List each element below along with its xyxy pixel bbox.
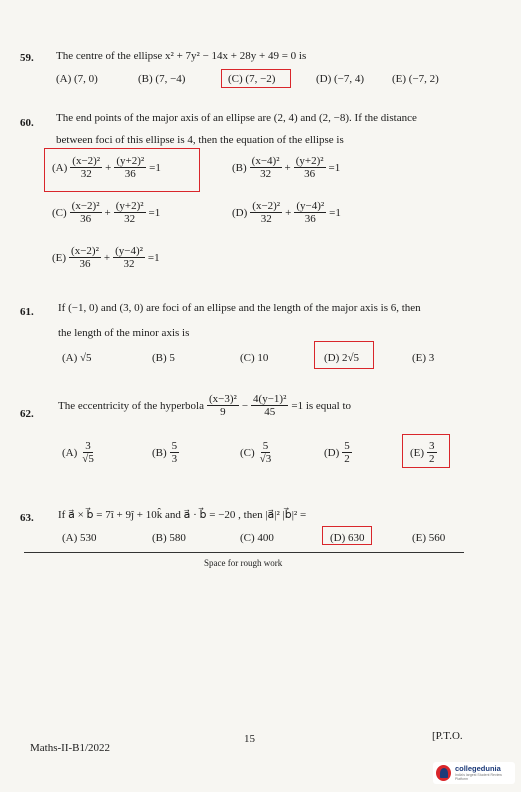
q63-option-e: (E) 560 bbox=[412, 532, 446, 544]
q63-answer-highlight bbox=[322, 526, 372, 545]
q63-option-a: (A) 530 bbox=[62, 532, 97, 544]
q59-option-b: (B) (7, −4) bbox=[138, 73, 186, 85]
term2-fraction: $\frac{\text{(y−4)²}}{36}$ bbox=[296, 200, 325, 226]
term2-fraction: $\frac{\text{(y+2)²}}{36}$ bbox=[295, 155, 324, 181]
question-number-62: 62. bbox=[20, 408, 34, 420]
pto-label: [P.T.O. bbox=[432, 730, 463, 742]
hyperbola-term2: $\frac{\text{4(y−1)²}}{45}$ bbox=[253, 393, 287, 419]
question-number-59: 59. bbox=[20, 52, 34, 64]
paper-code: Maths-II-B1/2022 bbox=[30, 742, 111, 754]
q62-option-b: (B) $\frac{5}{3}$ bbox=[152, 440, 178, 466]
term2-fraction: $\frac{\text{(y+2)²}}{32}$ bbox=[115, 200, 144, 226]
term2-fraction: $\frac{\text{(y−4)²}}{32}$ bbox=[115, 245, 143, 271]
q61-option-c: (C) 10 bbox=[240, 352, 269, 364]
term1-fraction: $\frac{\text{(x−2)²}}{36}$ bbox=[71, 200, 100, 226]
logo-name: collegedunia bbox=[454, 764, 501, 774]
question-59-text: The centre of the ellipse x² + 7y² − 14x + 28y + 49 = 0 is bbox=[56, 50, 307, 62]
q59-option-c: (C) (7, −2) bbox=[228, 73, 276, 85]
logo-mark-icon bbox=[436, 765, 451, 781]
q59-option-a: (A) (7, 0) bbox=[56, 73, 98, 85]
question-number-61: 61. bbox=[20, 306, 34, 318]
option-label: (D) bbox=[232, 206, 248, 219]
q62-option-a: (A) $\frac{3}{√5}$ bbox=[62, 440, 94, 466]
term2-fraction: $\frac{\text{(y+2)²}}{36}$ bbox=[116, 155, 145, 181]
q61-option-d: (D) 2√5 bbox=[324, 352, 360, 364]
q62-option-e: (E) $\frac{3}{2}$ bbox=[410, 440, 435, 466]
q60-option-d: (D) $\frac{\text{(x−2)²}}{32}$ + $\frac{\text{(y−4)²}}{36}$ =1 bbox=[232, 200, 341, 226]
logo-tagline: India's largest Student Review Platform bbox=[454, 772, 502, 781]
q60-option-c: (C) $\frac{\text{(x−2)²}}{36}$ + $\frac{\text{(y+2)²}}{32}$ =1 bbox=[52, 200, 161, 226]
divider-rule bbox=[24, 552, 464, 553]
term1-fraction: $\frac{\text{(x−2)²}}{32}$ bbox=[252, 200, 281, 226]
q60-option-b: (B) $\frac{\text{(x−4)²}}{32}$ + $\frac{\text{(y+2)²}}{36}$ =1 bbox=[232, 155, 341, 181]
question-60-line2: between foci of this ellipse is 4, then the equation of the ellipse is bbox=[56, 134, 344, 146]
rough-work-label: Space for rough work bbox=[204, 558, 283, 568]
q61-option-e: (E) 3 bbox=[412, 352, 435, 364]
question-60-line1: The end points of the major axis of an ellipse are (2, 4) and (2, −8). If the distance bbox=[56, 112, 417, 124]
term1-fraction: $\frac{\text{(x−2)²}}{36}$ bbox=[71, 245, 99, 271]
q59-option-d: (D) (−7, 4) bbox=[316, 73, 365, 85]
q61-answer-highlight bbox=[314, 341, 374, 369]
term1-fraction: $\frac{\text{(x−4)²}}{32}$ bbox=[251, 155, 280, 181]
page-number: 15 bbox=[244, 733, 255, 745]
q61-option-b: (B) 5 bbox=[152, 352, 175, 364]
q62-option-c: (C) $\frac{5}{√3}$ bbox=[240, 440, 272, 466]
q59-answer-highlight bbox=[221, 69, 291, 88]
q63-option-c: (C) 400 bbox=[240, 532, 274, 544]
option-label: (E) bbox=[52, 251, 67, 264]
q60-option-a: (A) $\frac{\text{(x−2)²}}{32}$ + $\frac{\text{(y+2)²}}{36}$ =1 bbox=[52, 155, 161, 181]
question-61-line1: If (−1, 0) and (3, 0) are foci of an ellipse and the length of the major axis is 6, then bbox=[58, 302, 421, 314]
q61-option-a: (A) √5 bbox=[62, 352, 92, 364]
option-label: (B) bbox=[232, 161, 247, 174]
question-number-60: 60. bbox=[20, 117, 34, 129]
question-63-text: If a⃗ × b⃗ = 7î + 9ĵ + 10k̂ and a⃗ · b⃗ = −20 , then |a⃗|² |b⃗|² = bbox=[58, 509, 307, 521]
q59-option-e: (E) (−7, 2) bbox=[392, 73, 439, 85]
q62-answer-highlight bbox=[402, 434, 450, 468]
q62-option-d: (D) $\frac{5}{2}$ bbox=[324, 440, 350, 466]
question-62-text: The eccentricity of the hyperbola $\frac{\text{(x−3)²}}{9}$ − $\frac{\text{4(y−1)²}}{45}$ =1 is equal to bbox=[58, 393, 352, 419]
term1-fraction: $\frac{\text{(x−2)²}}{32}$ bbox=[72, 155, 101, 181]
q60-option-e: (E) $\frac{\text{(x−2)²}}{36}$ + $\frac{\text{(y−4)²}}{32}$ =1 bbox=[52, 245, 160, 271]
collegedunia-logo bbox=[433, 762, 515, 784]
q63-option-b: (B) 580 bbox=[152, 532, 186, 544]
q60-answer-highlight bbox=[44, 148, 200, 192]
hyperbola-term1: $\frac{\text{(x−3)²}}{9}$ bbox=[209, 393, 237, 419]
question-61-line2: the length of the minor axis is bbox=[58, 327, 190, 339]
option-label: (C) bbox=[52, 206, 67, 219]
question-number-63: 63. bbox=[20, 512, 34, 524]
q63-option-d: (D) 630 bbox=[330, 532, 365, 544]
option-label: (A) bbox=[52, 161, 68, 174]
